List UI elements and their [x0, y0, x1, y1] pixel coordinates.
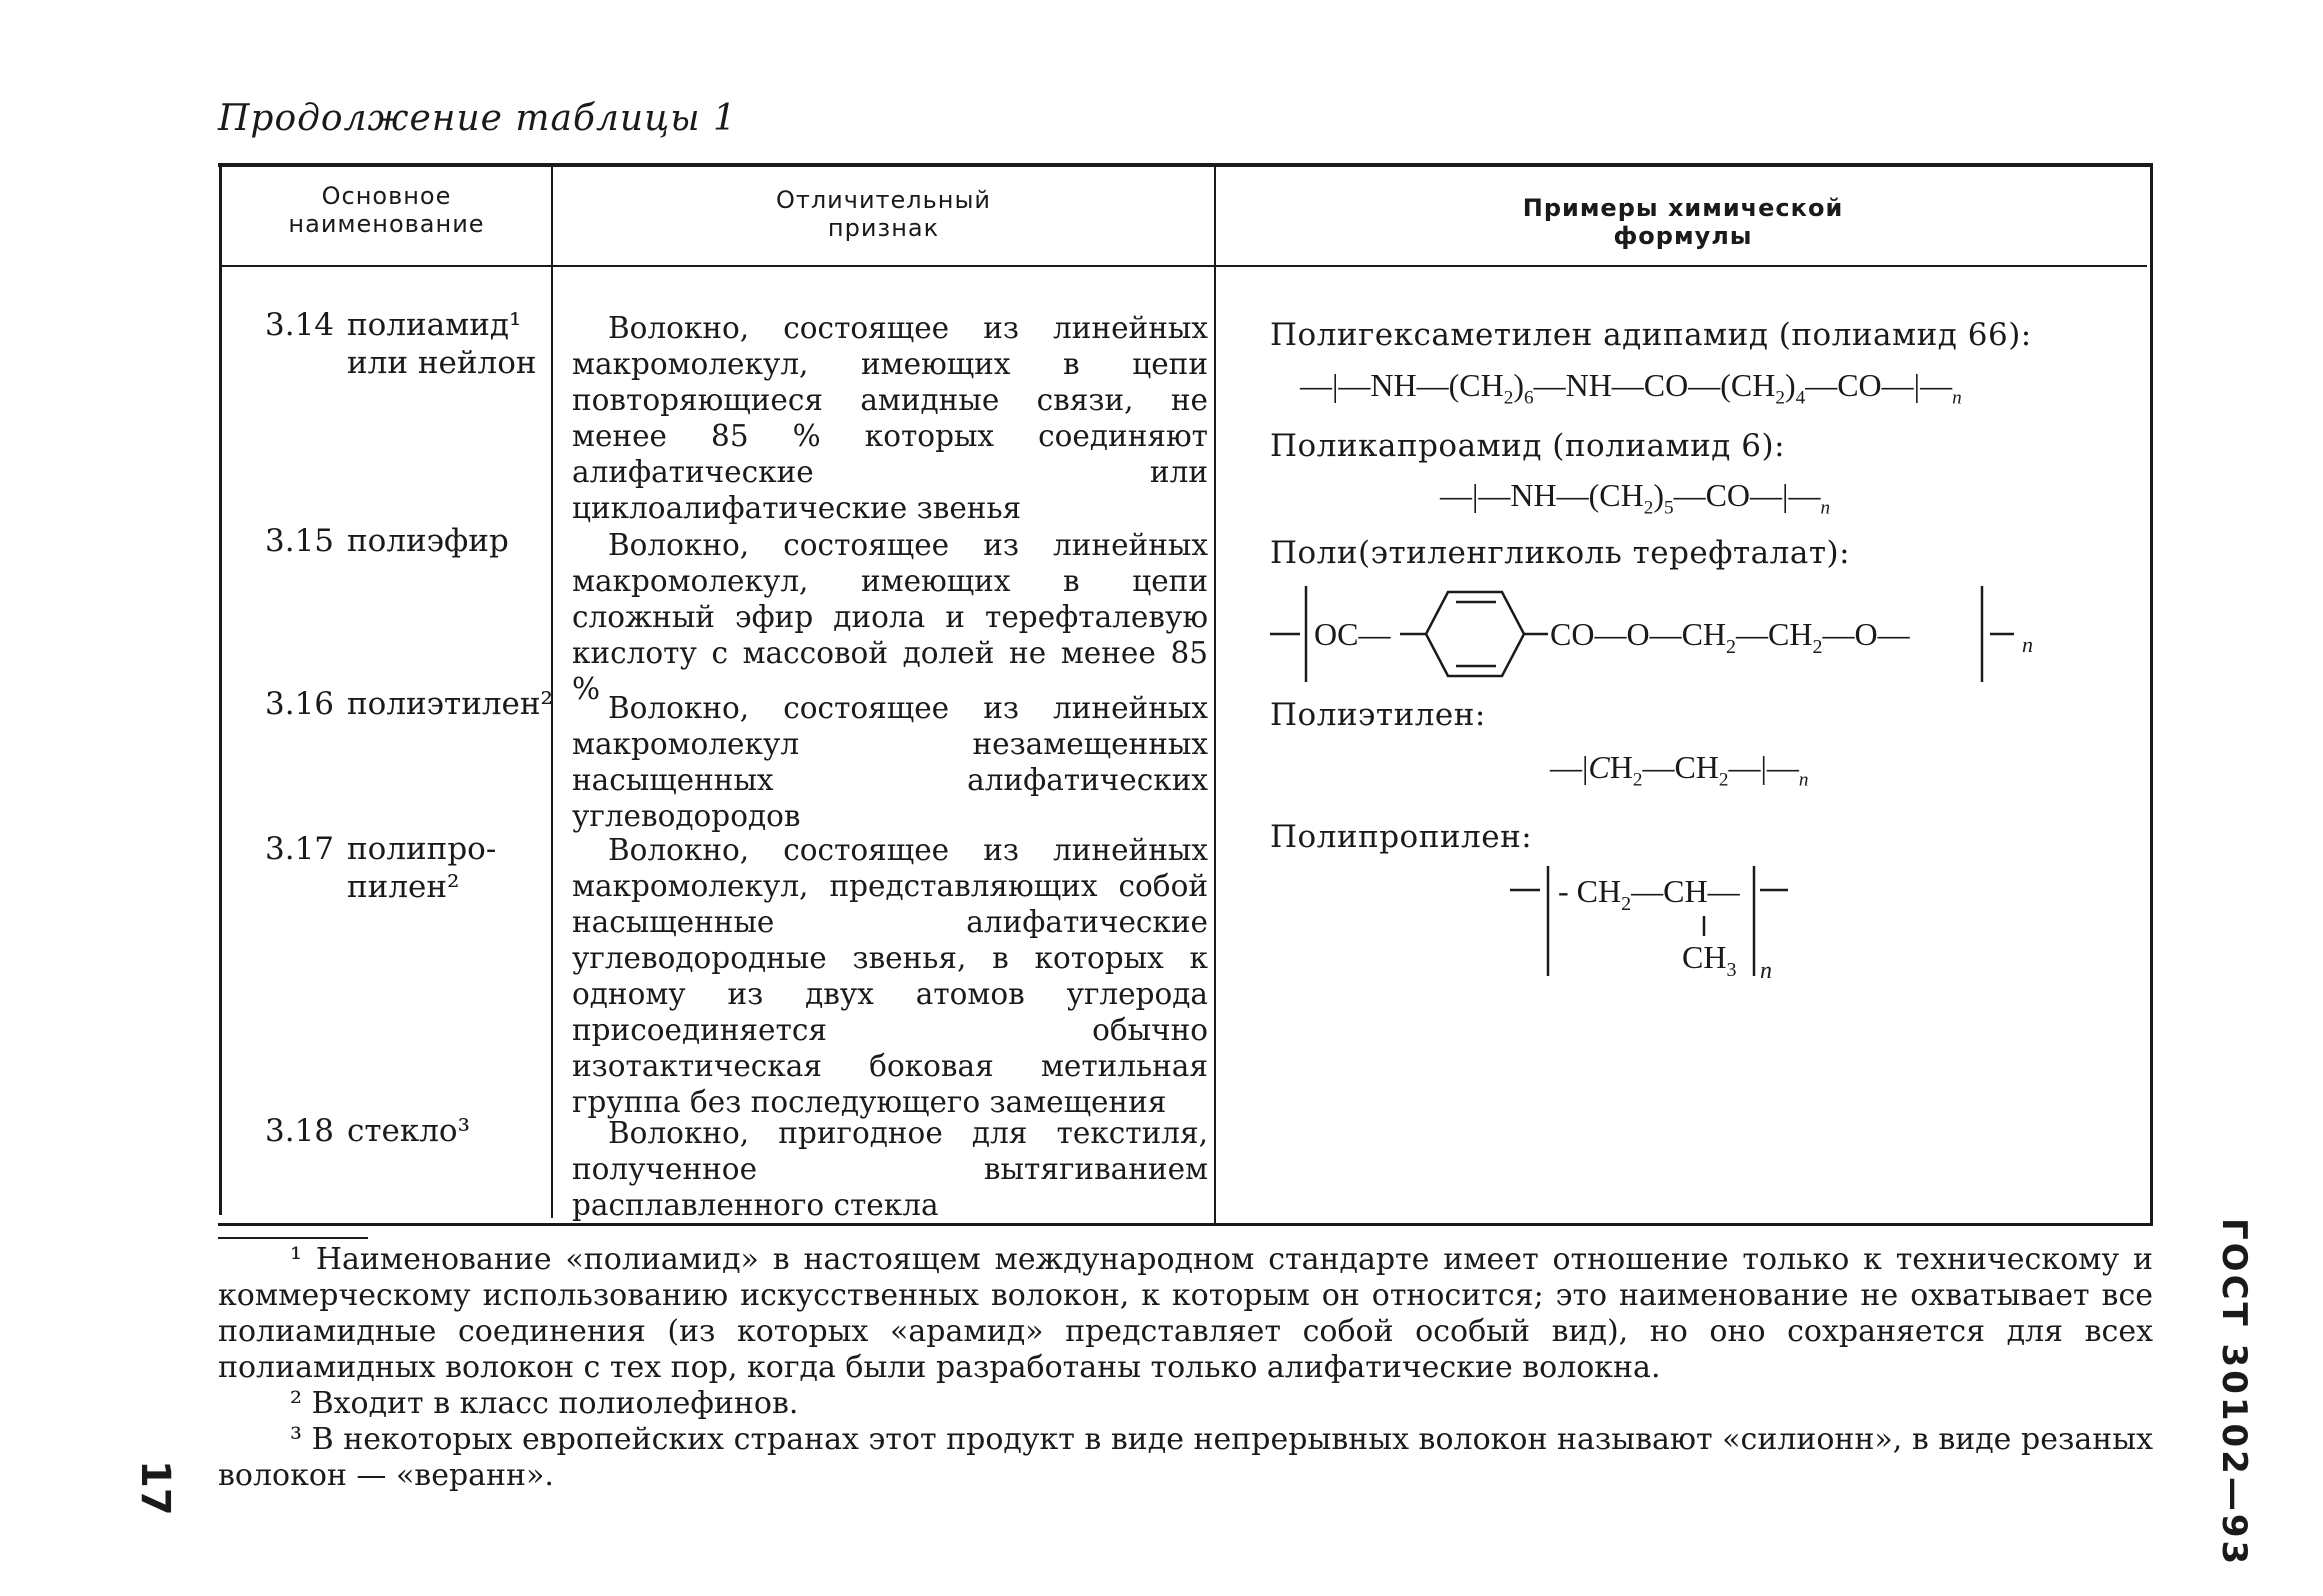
header-formula-examples: Примеры химической формулы: [1522, 194, 1844, 250]
footnote-3: ³ В некоторых европейских странах этот продукт в виде непрерывных волокон называют «силионн», в виде резаных волокон — «веранн».: [218, 1422, 2153, 1493]
term-3-17: 3.17 полипро- пилен²: [265, 831, 497, 905]
table-header-rule: [222, 265, 2147, 267]
desc-3-15: Волокно, состоящее из линейных макромолекул, имеющих в цепи сложный эфир диола и терефталевую кислоту с массовой долей не менее 85 %: [572, 528, 1208, 706]
header-base-name: Основное наименование: [288, 182, 485, 238]
desc-3-17: Волокно, состоящее из линейных макромолекул, представляющих собой насыщенные алифатические углеводородные звенья, в которых к одному из двух атомов углерода присоединяется обычно изотактическая боковая метильная группа без последующего замещения: [572, 833, 1208, 1119]
term-3-15: 3.15 полиэфир: [265, 523, 509, 559]
formula-pp-structure: [1510, 866, 1850, 986]
desc-3-16: Волокно, состоящее из линейных макромолекул незамещенных насыщенных алифатических углеводородов: [572, 691, 1208, 833]
table-col-divider-2: [1214, 163, 1216, 1223]
page-number: 17: [132, 1460, 178, 1516]
term-3-18: 3.18 стекло³: [265, 1113, 471, 1149]
svg-text:CO—O—CH2—CH2—O—: $CO—O—CH_2—CH_2—O—$: [1550, 616, 1910, 658]
footnote-1: ¹ Наименование «полиамид» в настоящем международном стандарте имеет отношение только к техническому и коммерческому использованию искусственных волокон, к которым он относится; это наименование не охватывает все полиамидные соединения (из которых «арамид» представляет собой особый вид), но оно сохраняется для всех полиамидных волокон с тех пор, когда были разработаны только алифатические волокна.: [218, 1242, 2153, 1385]
formula-pet-structure: [1270, 578, 2070, 688]
desc-3-14: Волокно, состоящее из линейных макромолекул, имеющих в цепи повторяющиеся амидные связи, не менее 85 % которых соединяют алифатические или циклоалифатические звенья: [572, 311, 1208, 525]
table-bottom-rule: [218, 1223, 2153, 1226]
desc-3-18: Волокно, пригодное для текстиля, полученное вытягиванием расплавленного стекла: [572, 1116, 1208, 1222]
formula-name-pet: Поли(этиленгликоль терефталат):: [1270, 535, 1851, 571]
formula-polyethylene: $—|CH_2—CH_2—|—_n$: [1550, 749, 1809, 791]
table-right-border: [2150, 163, 2153, 1226]
term-3-16: 3.16 полиэтилен²: [265, 686, 553, 722]
term-3-14: 3.14 полиамид¹ или нейлон: [265, 307, 537, 381]
table-left-border: [219, 163, 222, 1215]
formula-name-polypropylene: Полипропилен:: [1270, 819, 1533, 855]
formula-name-polyamide6: Поликапроамид (полиамид 6):: [1270, 428, 1786, 464]
formula-polyamide6: $—|—NH—(CH_2)_5—CO—|—_n$: [1440, 477, 1831, 519]
table-top-rule: [218, 163, 2153, 167]
footnote-2: ² Входит в класс полиолефинов.: [290, 1386, 799, 1421]
svg-text:OC—: OC—: [1314, 616, 1391, 652]
svg-text:n: n: [1760, 958, 1772, 984]
svg-text:CH3: $CH_3$: [1682, 939, 1737, 981]
footnote-rule: [218, 1237, 368, 1239]
formula-name-polyamide66: Полигексаметилен адипамид (полиамид 66):: [1270, 317, 2032, 353]
formula-name-polyethylene: Полиэтилен:: [1270, 697, 1486, 733]
svg-text:n: n: [2022, 632, 2033, 657]
formula-polyamide66: $—|—NH—(CH_2)_6—NH—CO—(CH_2)_4—CO—|—_n$: [1300, 367, 1962, 409]
table-caption: Продолжение таблицы 1: [218, 98, 737, 139]
standard-code: ГОСТ 30102—93: [2214, 1218, 2254, 1568]
header-distinguishing-feature: Отличительный признак: [775, 186, 992, 242]
svg-text:- CH2—CH—: - $CH_2—CH—$: [1558, 873, 1740, 915]
